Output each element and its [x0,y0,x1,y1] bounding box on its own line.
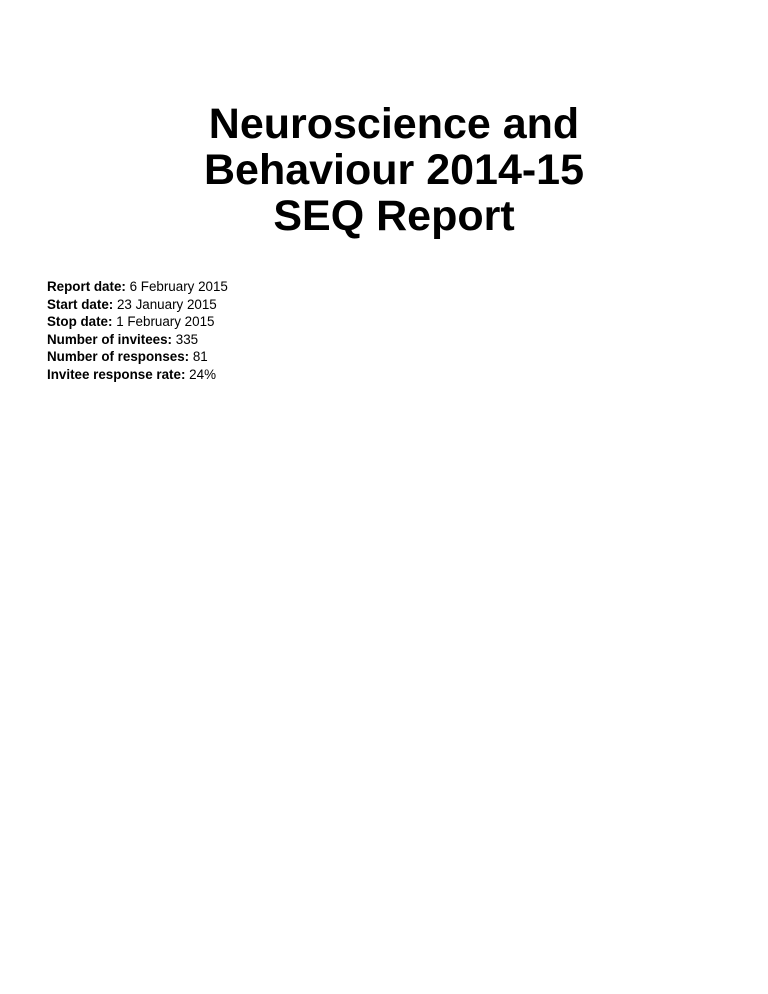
stop-date-row [47,313,228,331]
report-title-line-2: Behaviour 2014-15 [203,146,585,194]
report-date-label: Report date: [47,279,126,294]
responses-row [47,348,228,366]
start-date-row [47,296,228,314]
report-date-row [47,278,228,296]
response-rate-label: Invitee response rate: [47,366,186,382]
response-rate-row [47,366,228,384]
report-date-value: 6 February 2015 [129,279,228,294]
report-title-line-3: SEQ Report [273,192,515,240]
invitees-row [47,331,228,349]
invitees-value: 335 [175,331,199,347]
response-rate-value: 24% [189,366,216,382]
responses-value: 81 [192,349,208,365]
stop-date-value: 1 February 2015 [116,314,215,330]
report-title-line-1: Neuroscience and [208,100,580,148]
start-date-label: Start date: [47,296,114,312]
report-details-list [47,278,228,384]
stop-date-label: Stop date: [47,314,113,330]
start-date-value: 23 January 2015 [116,296,217,312]
responses-label: Number of responses: [47,349,190,365]
report-title [0,101,768,239]
invitees-label: Number of invitees: [47,331,173,347]
